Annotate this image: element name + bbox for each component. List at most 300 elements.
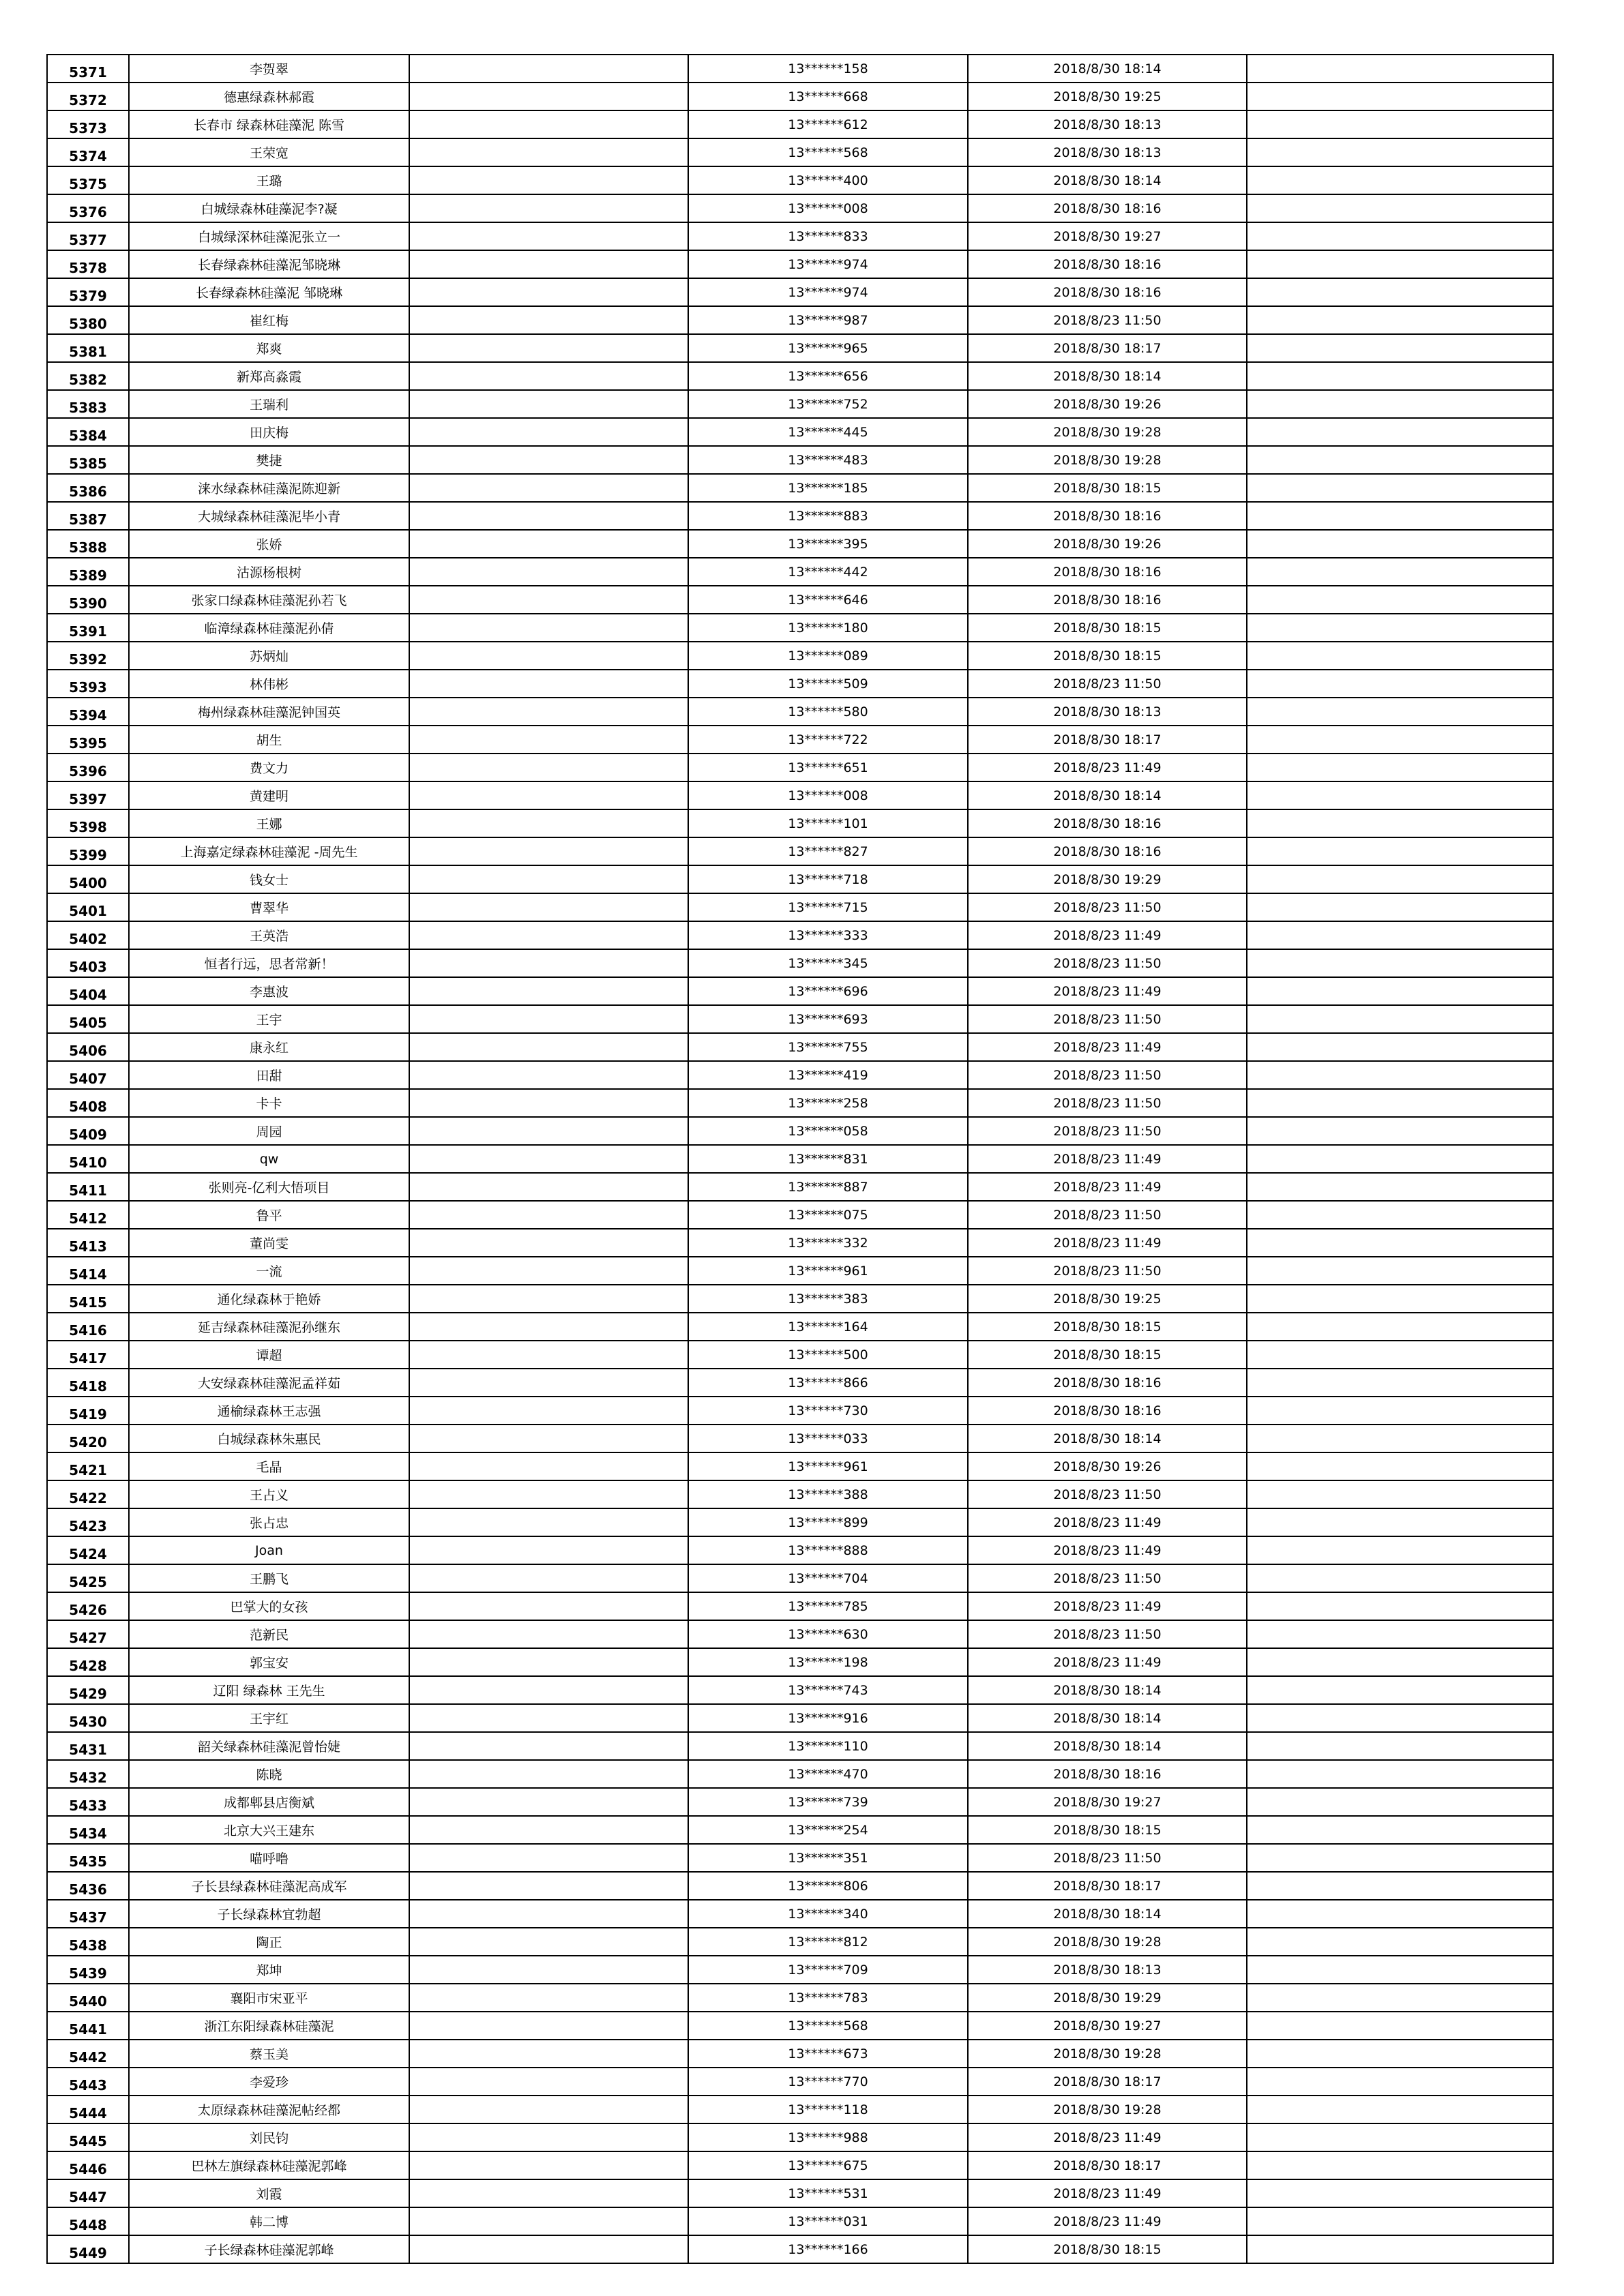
empty-cell <box>1247 2179 1553 2207</box>
phone-cell: 13******008 <box>688 781 968 809</box>
row-number-cell: 5397 <box>47 781 129 809</box>
name-cell: 田庆梅 <box>129 418 409 446</box>
phone-cell: 13******755 <box>688 1033 968 1061</box>
empty-cell <box>1247 949 1553 977</box>
table-row <box>47 1341 1553 1369</box>
empty-cell <box>409 1704 688 1732</box>
empty-cell <box>409 2068 688 2096</box>
timestamp-cell: 2018/8/30 18:15 <box>968 1313 1247 1341</box>
empty-cell <box>409 306 688 334</box>
timestamp-cell: 2018/8/30 18:15 <box>968 2235 1247 2263</box>
phone-cell: 13******743 <box>688 1676 968 1704</box>
name-cell: 陈晓 <box>129 1760 409 1788</box>
timestamp-cell: 2018/8/30 18:17 <box>968 1872 1247 1900</box>
phone-cell: 13******118 <box>688 2096 968 2123</box>
timestamp-cell: 2018/8/23 11:49 <box>968 977 1247 1005</box>
table-row <box>47 2068 1553 2096</box>
phone-cell: 13******887 <box>688 1173 968 1201</box>
empty-cell <box>409 138 688 166</box>
empty-cell <box>409 1928 688 1956</box>
name-cell: 郭宝安 <box>129 1648 409 1676</box>
table-row <box>47 1564 1553 1592</box>
name-cell: 张娇 <box>129 530 409 558</box>
timestamp-cell: 2018/8/30 18:13 <box>968 698 1247 726</box>
empty-cell <box>409 1620 688 1648</box>
empty-cell <box>1247 1061 1553 1089</box>
table-row <box>47 1285 1553 1313</box>
phone-cell: 13******987 <box>688 306 968 334</box>
empty-cell <box>409 809 688 837</box>
timestamp-cell: 2018/8/23 11:50 <box>968 1061 1247 1089</box>
timestamp-cell: 2018/8/30 18:16 <box>968 1397 1247 1425</box>
empty-cell <box>1247 2012 1553 2040</box>
empty-cell <box>1247 809 1553 837</box>
name-cell: 张则亮-亿利大悟项目 <box>129 1173 409 1201</box>
empty-cell <box>409 1341 688 1369</box>
table-row <box>47 1732 1553 1760</box>
timestamp-cell: 2018/8/23 11:49 <box>968 921 1247 949</box>
name-cell: 巴林左旗绿森林硅藻泥郭峰 <box>129 2151 409 2179</box>
row-number-cell: 5438 <box>47 1928 129 1956</box>
table-row <box>47 2096 1553 2123</box>
row-number-cell: 5432 <box>47 1760 129 1788</box>
empty-cell <box>409 1117 688 1145</box>
timestamp-cell: 2018/8/23 11:50 <box>968 1480 1247 1508</box>
timestamp-cell: 2018/8/30 18:16 <box>968 586 1247 614</box>
row-number-cell: 5378 <box>47 250 129 278</box>
empty-cell <box>409 1984 688 2012</box>
table-row <box>47 809 1553 837</box>
empty-cell <box>1247 390 1553 418</box>
timestamp-cell: 2018/8/23 11:50 <box>968 1005 1247 1033</box>
empty-cell <box>1247 1452 1553 1480</box>
name-cell: 长春绿森林硅藻泥 邹晓琳 <box>129 278 409 306</box>
timestamp-cell: 2018/8/30 18:14 <box>968 166 1247 194</box>
table-row <box>47 55 1553 83</box>
table-row <box>47 1928 1553 1956</box>
table-row <box>47 166 1553 194</box>
timestamp-cell: 2018/8/23 11:49 <box>968 754 1247 781</box>
empty-cell <box>1247 1872 1553 1900</box>
row-number-cell: 5410 <box>47 1145 129 1173</box>
table-row <box>47 1145 1553 1173</box>
timestamp-cell: 2018/8/23 11:50 <box>968 1564 1247 1592</box>
name-cell: 子长绿森林宜勃超 <box>129 1900 409 1928</box>
table-row <box>47 278 1553 306</box>
row-number-cell: 5412 <box>47 1201 129 1229</box>
row-number-cell: 5434 <box>47 1816 129 1844</box>
name-cell: 长春市 绿森林硅藻泥 陈雪 <box>129 110 409 138</box>
empty-cell <box>409 1313 688 1341</box>
registration-table-sheet <box>46 54 1552 2264</box>
timestamp-cell: 2018/8/30 19:27 <box>968 222 1247 250</box>
phone-cell: 13******101 <box>688 809 968 837</box>
empty-cell <box>409 1564 688 1592</box>
empty-cell <box>1247 670 1553 698</box>
empty-cell <box>409 781 688 809</box>
table-row <box>47 1397 1553 1425</box>
table-row <box>47 1257 1553 1285</box>
table-row <box>47 2207 1553 2235</box>
empty-cell <box>409 1425 688 1452</box>
row-number-cell: 5374 <box>47 138 129 166</box>
table-row <box>47 1620 1553 1648</box>
timestamp-cell: 2018/8/23 11:49 <box>968 1173 1247 1201</box>
empty-cell <box>409 2096 688 2123</box>
empty-cell <box>409 1229 688 1257</box>
name-cell: 韩二博 <box>129 2207 409 2235</box>
timestamp-cell: 2018/8/23 11:50 <box>968 1117 1247 1145</box>
name-cell: 郑爽 <box>129 334 409 362</box>
name-cell: 曹翠华 <box>129 893 409 921</box>
row-number-cell: 5382 <box>47 362 129 390</box>
timestamp-cell: 2018/8/30 18:14 <box>968 1732 1247 1760</box>
empty-cell <box>1247 278 1553 306</box>
empty-cell <box>1247 1984 1553 2012</box>
empty-cell <box>1247 837 1553 865</box>
phone-cell: 13******033 <box>688 1425 968 1452</box>
empty-cell <box>1247 250 1553 278</box>
table-row <box>47 642 1553 670</box>
empty-cell <box>409 754 688 781</box>
name-cell: 白城绿森林硅藻泥李?凝 <box>129 194 409 222</box>
phone-cell: 13******442 <box>688 558 968 586</box>
empty-cell <box>1247 1536 1553 1564</box>
phone-cell: 13******693 <box>688 1005 968 1033</box>
name-cell: 辽阳 绿森林 王先生 <box>129 1676 409 1704</box>
phone-cell: 13******509 <box>688 670 968 698</box>
empty-cell <box>1247 362 1553 390</box>
timestamp-cell: 2018/8/23 11:50 <box>968 670 1247 698</box>
table-row <box>47 1704 1553 1732</box>
table-row <box>47 1872 1553 1900</box>
row-number-cell: 5379 <box>47 278 129 306</box>
name-cell: 浙江东阳绿森林硅藻泥 <box>129 2012 409 2040</box>
name-cell: 田甜 <box>129 1061 409 1089</box>
empty-cell <box>409 1201 688 1229</box>
timestamp-cell: 2018/8/30 18:17 <box>968 726 1247 754</box>
empty-cell <box>1247 1844 1553 1872</box>
timestamp-cell: 2018/8/30 19:28 <box>968 2096 1247 2123</box>
name-cell: 子长绿森林硅藻泥郭峰 <box>129 2235 409 2263</box>
name-cell: 王瑞利 <box>129 390 409 418</box>
table-row <box>47 110 1553 138</box>
empty-cell <box>1247 1760 1553 1788</box>
row-number-cell: 5418 <box>47 1369 129 1397</box>
phone-cell: 13******656 <box>688 362 968 390</box>
name-cell: 董尚雯 <box>129 1229 409 1257</box>
table-row <box>47 977 1553 1005</box>
timestamp-cell: 2018/8/23 11:49 <box>968 1508 1247 1536</box>
empty-cell <box>1247 2040 1553 2068</box>
phone-cell: 13******630 <box>688 1620 968 1648</box>
name-cell: 毛晶 <box>129 1452 409 1480</box>
empty-cell <box>409 334 688 362</box>
name-cell: 子长县绿森林硅藻泥高成军 <box>129 1872 409 1900</box>
empty-cell <box>409 698 688 726</box>
timestamp-cell: 2018/8/23 11:49 <box>968 2179 1247 2207</box>
timestamp-cell: 2018/8/30 19:28 <box>968 2040 1247 2068</box>
timestamp-cell: 2018/8/23 11:49 <box>968 1592 1247 1620</box>
name-cell: 周园 <box>129 1117 409 1145</box>
row-number-cell: 5398 <box>47 809 129 837</box>
row-number-cell: 5415 <box>47 1285 129 1313</box>
phone-cell: 13******675 <box>688 2151 968 2179</box>
empty-cell <box>1247 1313 1553 1341</box>
empty-cell <box>1247 1285 1553 1313</box>
row-number-cell: 5399 <box>47 837 129 865</box>
phone-cell: 13******008 <box>688 194 968 222</box>
timestamp-cell: 2018/8/30 19:25 <box>968 1285 1247 1313</box>
empty-cell <box>1247 1369 1553 1397</box>
table-row <box>47 837 1553 865</box>
phone-cell: 13******258 <box>688 1089 968 1117</box>
empty-cell <box>409 2012 688 2040</box>
timestamp-cell: 2018/8/30 18:14 <box>968 55 1247 83</box>
row-number-cell: 5442 <box>47 2040 129 2068</box>
empty-cell <box>1247 1257 1553 1285</box>
name-cell: 王娜 <box>129 809 409 837</box>
empty-cell <box>409 865 688 893</box>
timestamp-cell: 2018/8/30 18:16 <box>968 1369 1247 1397</box>
empty-cell <box>409 2179 688 2207</box>
phone-cell: 13******709 <box>688 1956 968 1984</box>
timestamp-cell: 2018/8/30 19:29 <box>968 865 1247 893</box>
name-cell: 李爱珍 <box>129 2068 409 2096</box>
name-cell: 上海嘉定绿森林硅藻泥 -周先生 <box>129 837 409 865</box>
empty-cell <box>1247 1033 1553 1061</box>
row-number-cell: 5390 <box>47 586 129 614</box>
row-number-cell: 5430 <box>47 1704 129 1732</box>
table-row <box>47 418 1553 446</box>
phone-cell: 13******646 <box>688 586 968 614</box>
timestamp-cell: 2018/8/23 11:49 <box>968 1229 1247 1257</box>
phone-cell: 13******831 <box>688 1145 968 1173</box>
row-number-cell: 5440 <box>47 1984 129 2012</box>
phone-cell: 13******110 <box>688 1732 968 1760</box>
name-cell: 大安绿森林硅藻泥孟祥茹 <box>129 1369 409 1397</box>
timestamp-cell: 2018/8/30 19:28 <box>968 418 1247 446</box>
phone-cell: 13******031 <box>688 2207 968 2235</box>
name-cell: qw <box>129 1145 409 1173</box>
name-cell: 王宇 <box>129 1005 409 1033</box>
table-row <box>47 1229 1553 1257</box>
empty-cell <box>1247 921 1553 949</box>
phone-cell: 13******612 <box>688 110 968 138</box>
table-row <box>47 1900 1553 1928</box>
phone-cell: 13******770 <box>688 2068 968 2096</box>
row-number-cell: 5424 <box>47 1536 129 1564</box>
name-cell: 喵呼噜 <box>129 1844 409 1872</box>
phone-cell: 13******722 <box>688 726 968 754</box>
empty-cell <box>409 1676 688 1704</box>
empty-cell <box>1247 698 1553 726</box>
timestamp-cell: 2018/8/30 18:16 <box>968 194 1247 222</box>
phone-cell: 13******395 <box>688 530 968 558</box>
empty-cell <box>1247 1201 1553 1229</box>
empty-cell <box>409 1536 688 1564</box>
table-row <box>47 250 1553 278</box>
name-cell: 恒者行远，思者常新！ <box>129 949 409 977</box>
empty-cell <box>409 614 688 642</box>
table-row <box>47 2040 1553 2068</box>
row-number-cell: 5380 <box>47 306 129 334</box>
empty-cell <box>409 921 688 949</box>
table-row <box>47 921 1553 949</box>
empty-cell <box>1247 1397 1553 1425</box>
timestamp-cell: 2018/8/30 18:16 <box>968 809 1247 837</box>
empty-cell <box>1247 194 1553 222</box>
timestamp-cell: 2018/8/23 11:49 <box>968 1648 1247 1676</box>
table-row <box>47 949 1553 977</box>
name-cell: 陶正 <box>129 1928 409 1956</box>
phone-cell: 13******568 <box>688 2012 968 2040</box>
row-number-cell: 5423 <box>47 1508 129 1536</box>
empty-cell <box>409 446 688 474</box>
timestamp-cell: 2018/8/30 18:16 <box>968 250 1247 278</box>
name-cell: 梅州绿森林硅藻泥钟国英 <box>129 698 409 726</box>
phone-cell: 13******445 <box>688 418 968 446</box>
row-number-cell: 5391 <box>47 614 129 642</box>
phone-cell: 13******254 <box>688 1816 968 1844</box>
row-number-cell: 5439 <box>47 1956 129 1984</box>
table-row <box>47 893 1553 921</box>
empty-cell <box>409 1844 688 1872</box>
name-cell: 蔡玉美 <box>129 2040 409 2068</box>
phone-cell: 13******715 <box>688 893 968 921</box>
timestamp-cell: 2018/8/30 18:14 <box>968 1900 1247 1928</box>
timestamp-cell: 2018/8/30 18:16 <box>968 1760 1247 1788</box>
empty-cell <box>409 1956 688 1984</box>
name-cell: 成都郫县店衡斌 <box>129 1788 409 1816</box>
table-row <box>47 474 1553 502</box>
name-cell: 长春绿森林硅藻泥邹晓琳 <box>129 250 409 278</box>
empty-cell <box>409 949 688 977</box>
timestamp-cell: 2018/8/30 18:16 <box>968 837 1247 865</box>
phone-cell: 13******668 <box>688 83 968 110</box>
empty-cell <box>1247 754 1553 781</box>
empty-cell <box>1247 1229 1553 1257</box>
empty-cell <box>1247 1173 1553 1201</box>
phone-cell: 13******974 <box>688 278 968 306</box>
empty-cell <box>1247 2207 1553 2235</box>
row-number-cell: 5381 <box>47 334 129 362</box>
empty-cell <box>409 2040 688 2068</box>
phone-cell: 13******580 <box>688 698 968 726</box>
empty-cell <box>409 2207 688 2235</box>
row-number-cell: 5417 <box>47 1341 129 1369</box>
empty-cell <box>1247 2068 1553 2096</box>
empty-cell <box>409 1872 688 1900</box>
phone-cell: 13******351 <box>688 1844 968 1872</box>
table-row <box>47 865 1553 893</box>
name-cell: 谭超 <box>129 1341 409 1369</box>
phone-cell: 13******673 <box>688 2040 968 2068</box>
table-row <box>47 670 1553 698</box>
phone-cell: 13******388 <box>688 1480 968 1508</box>
phone-cell: 13******730 <box>688 1397 968 1425</box>
timestamp-cell: 2018/8/23 11:50 <box>968 1844 1247 1872</box>
empty-cell <box>1247 1480 1553 1508</box>
name-cell: 临漳绿森林硅藻泥孙倩 <box>129 614 409 642</box>
name-cell: 黄建明 <box>129 781 409 809</box>
empty-cell <box>1247 2151 1553 2179</box>
phone-cell: 13******400 <box>688 166 968 194</box>
empty-cell <box>1247 530 1553 558</box>
phone-cell: 13******965 <box>688 334 968 362</box>
empty-cell <box>1247 1089 1553 1117</box>
name-cell: 襄阳市宋亚平 <box>129 1984 409 2012</box>
table-row <box>47 1760 1553 1788</box>
row-number-cell: 5447 <box>47 2179 129 2207</box>
row-number-cell: 5396 <box>47 754 129 781</box>
empty-cell <box>409 1452 688 1480</box>
row-number-cell: 5444 <box>47 2096 129 2123</box>
table-body <box>47 55 1553 2263</box>
empty-cell <box>1247 446 1553 474</box>
registration-table <box>46 54 1554 2264</box>
row-number-cell: 5409 <box>47 1117 129 1145</box>
name-cell: 胡生 <box>129 726 409 754</box>
empty-cell <box>409 474 688 502</box>
row-number-cell: 5400 <box>47 865 129 893</box>
empty-cell <box>409 530 688 558</box>
name-cell: 沽源杨根树 <box>129 558 409 586</box>
phone-cell: 13******827 <box>688 837 968 865</box>
timestamp-cell: 2018/8/30 18:14 <box>968 781 1247 809</box>
timestamp-cell: 2018/8/23 11:49 <box>968 1033 1247 1061</box>
table-row <box>47 586 1553 614</box>
empty-cell <box>1247 1704 1553 1732</box>
name-cell: 刘民钧 <box>129 2123 409 2151</box>
row-number-cell: 5416 <box>47 1313 129 1341</box>
row-number-cell: 5376 <box>47 194 129 222</box>
timestamp-cell: 2018/8/23 11:50 <box>968 1620 1247 1648</box>
phone-cell: 13******180 <box>688 614 968 642</box>
timestamp-cell: 2018/8/30 18:14 <box>968 1676 1247 1704</box>
phone-cell: 13******340 <box>688 1900 968 1928</box>
name-cell: 延吉绿森林硅藻泥孙继东 <box>129 1313 409 1341</box>
timestamp-cell: 2018/8/30 19:27 <box>968 2012 1247 2040</box>
empty-cell <box>1247 418 1553 446</box>
timestamp-cell: 2018/8/30 18:16 <box>968 502 1247 530</box>
name-cell: Joan <box>129 1536 409 1564</box>
timestamp-cell: 2018/8/30 18:17 <box>968 2068 1247 2096</box>
table-row <box>47 306 1553 334</box>
row-number-cell: 5404 <box>47 977 129 1005</box>
row-number-cell: 5377 <box>47 222 129 250</box>
row-number-cell: 5402 <box>47 921 129 949</box>
name-cell: 李惠波 <box>129 977 409 1005</box>
table-row <box>47 2179 1553 2207</box>
row-number-cell: 5419 <box>47 1397 129 1425</box>
empty-cell <box>1247 1564 1553 1592</box>
name-cell: 苏炳灿 <box>129 642 409 670</box>
row-number-cell: 5389 <box>47 558 129 586</box>
name-cell: 鲁平 <box>129 1201 409 1229</box>
phone-cell: 13******089 <box>688 642 968 670</box>
table-row <box>47 1648 1553 1676</box>
empty-cell <box>409 2151 688 2179</box>
timestamp-cell: 2018/8/23 11:50 <box>968 949 1247 977</box>
table-row <box>47 390 1553 418</box>
table-row <box>47 83 1553 110</box>
timestamp-cell: 2018/8/30 18:13 <box>968 138 1247 166</box>
empty-cell <box>1247 2235 1553 2263</box>
empty-cell <box>409 670 688 698</box>
timestamp-cell: 2018/8/23 11:50 <box>968 1089 1247 1117</box>
empty-cell <box>409 2235 688 2263</box>
